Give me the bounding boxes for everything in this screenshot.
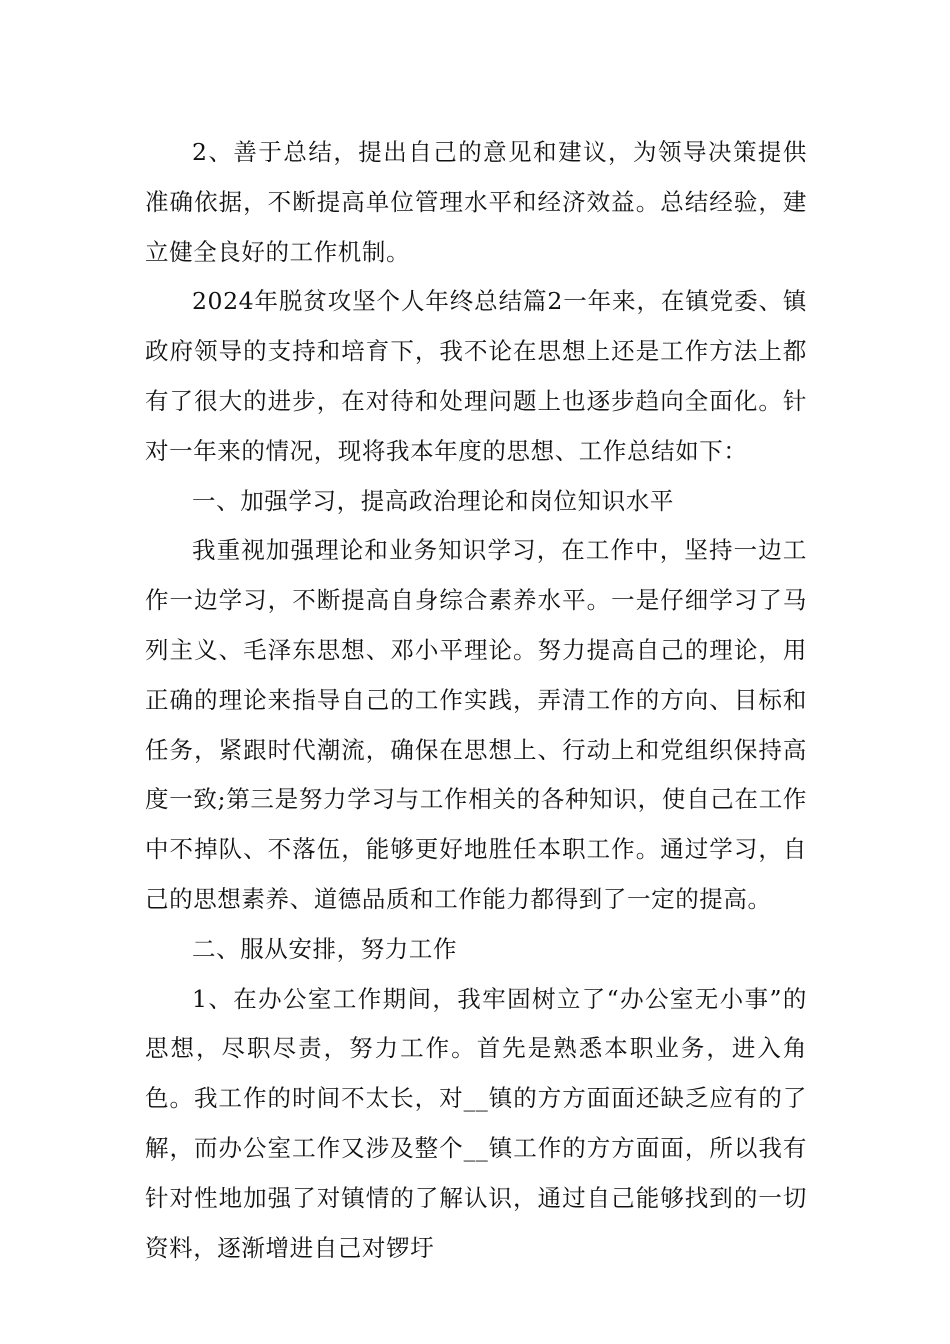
paragraph-intro: 2024年脱贫攻坚个人年终总结篇2一年来，在镇党委、镇政府领导的支持和培育下，我不论在思想上还是工作方法上都有了很大的进步，在对待和处理问题上也逐步趋向全面化。针对一年来的情况，现将我本年度的思想、工作总结如下： (145, 287, 807, 465)
section-heading-2: 二、服从安排，努力工作 (192, 934, 458, 963)
paragraph-office-work: 1、在办公室工作期间，我牢固树立了“办公室无小事”的思想，尽职尽责，努力工作。首先是熟悉本职业务，进入角色。我工作的时间不太长，对__镇的方方面面还缺乏应有的了解，而办公室工作又涉及整个__镇工作的方方面面，所以我有针对性地加强了对镇情的了解认识，通过自己能够找到的一切资料，逐渐增进自己对锣圩 (145, 984, 807, 1262)
section-heading-1: 一、加强学习，提高政治理论和岗位知识水平 (192, 486, 674, 515)
document-body (145, 128, 807, 1273)
paragraph-summary-point-2: 2、善于总结，提出自己的意见和建议，为领导决策提供准确依据，不断提高单位管理水平和经济效益。总结经验，建立健全良好的工作机制。 (145, 138, 807, 266)
paragraph-study: 我重视加强理论和业务知识学习，在工作中，坚持一边工作一边学习，不断提高自身综合素养水平。一是仔细学习了马列主义、毛泽东思想、邓小平理论。努力提高自己的理论，用正确的理论来指导自己的工作实践，弄清工作的方向、目标和任务，紧跟时代潮流，确保在思想上、行动上和党组织保持高度一致;第三是努力学习与工作相关的各种知识，使自己在工作中不掉队、不落伍，能够更好地胜任本职工作。通过学习，自己的思想素养、道德品质和工作能力都得到了一定的提高。 (145, 536, 807, 913)
